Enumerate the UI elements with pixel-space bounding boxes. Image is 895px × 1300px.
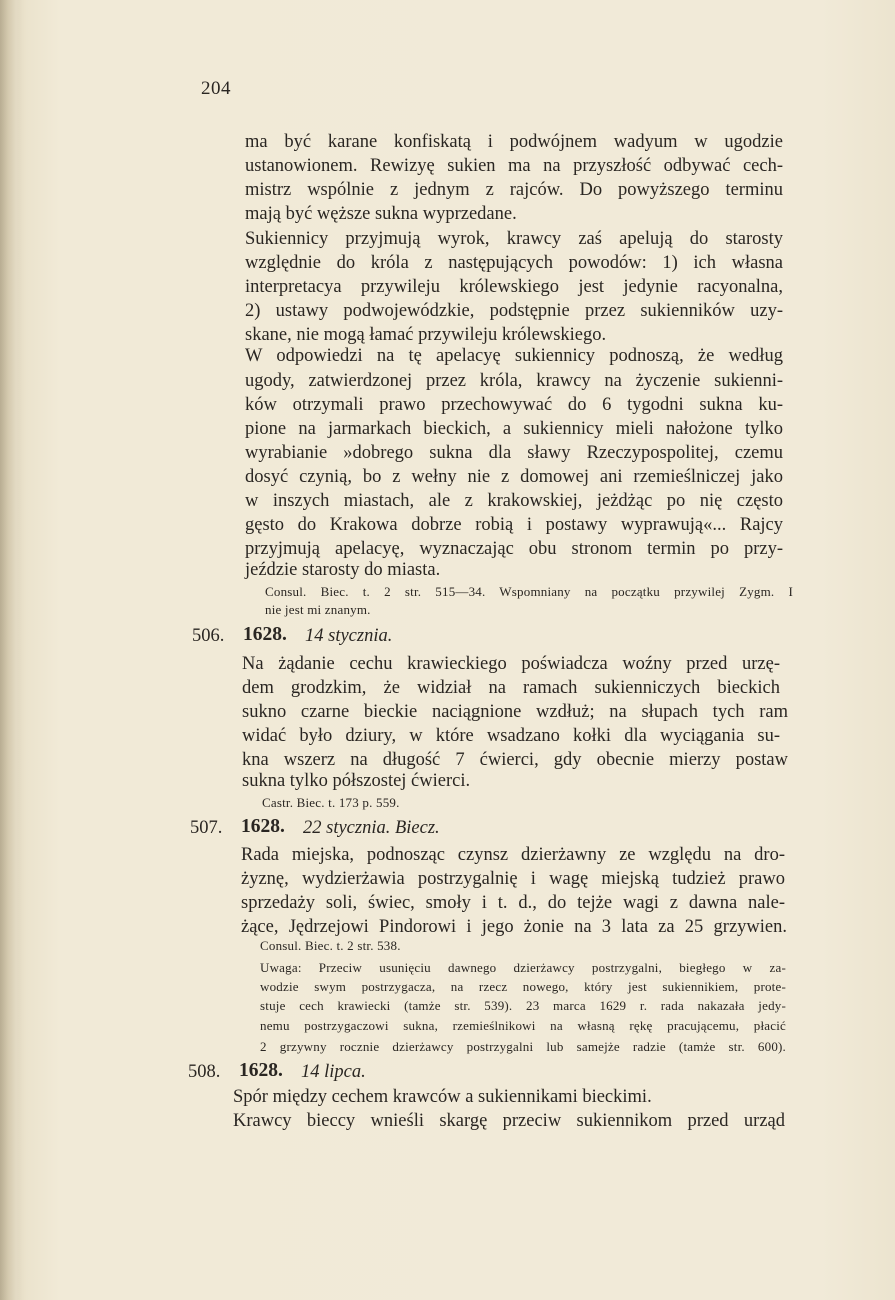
page-binding-shadow [0, 0, 22, 1300]
text-line: gęsto do Krakowa dobrze robią i postawy wyprawują«... Rajcy [245, 515, 783, 535]
source-note: Castr. Biec. t. 173 p. 559. [262, 795, 400, 810]
text-line: mają być węższe sukna wyprzedane. [245, 204, 517, 224]
source-note: 2 grzywny rocznie dzierżawcy postrzygalni lub samejże radzie (tamże str. 600). [260, 1039, 786, 1054]
entry-date: 14 stycznia. [305, 626, 393, 646]
text-line: widać było dziury, w które wsadzano kołki dla wyciągania su- [242, 726, 780, 746]
text-line: w inszych miastach, ale z krakowskiej, jeżdżąc po nię często [245, 491, 783, 511]
source-note: Uwaga: Przeciw usunięciu dawnego dzierżawcy postrzygalni, biegłego w za- [260, 960, 786, 975]
entry-number: 508. [188, 1062, 221, 1082]
source-note: nemu postrzygaczowi sukna, rzemieślnikowi na własną rękę pracującemu, płacić [260, 1018, 786, 1033]
entry-number: 506. [192, 626, 225, 646]
entry-date: 14 lipca. [301, 1062, 366, 1082]
text-line: skane, nie mogą łamać przywileju królewskiego. [245, 325, 607, 345]
entry-year: 1628. [239, 1060, 283, 1081]
text-line: ma być karane konfiskatą i podwójnem wadyum w ugodzie [245, 132, 783, 152]
text-line: względnie do króla z następujących powodów: 1) ich własna [245, 253, 783, 273]
text-line: kna wszerz na długość 7 ćwierci, gdy obecnie mierzy postaw [242, 750, 788, 770]
source-note: Consul. Biec. t. 2 str. 515—34. Wspomniany na początku przywilej Zygm. I [265, 584, 793, 599]
text-line: żące, Jędrzejowi Pindorowi i jego żonie na 3 lata za 25 grzywien. [241, 917, 787, 937]
text-line: Krawcy bieccy wnieśli skargę przeciw sukiennikom przed urząd [233, 1111, 785, 1131]
text-line: wyrabianie »dobrego sukna dla sławy Rzeczypospolitej, czemu [245, 443, 783, 463]
text-line: 2) ustawy podwojewódzkie, podstępnie przez sukienników uzy- [245, 301, 783, 321]
entry-number: 507. [190, 818, 223, 838]
text-line: Na żądanie cechu krawieckiego poświadcza woźny przed urzę- [242, 654, 780, 674]
page-number: 204 [201, 78, 231, 99]
text-line: przyjmują apelacyę, wyznaczając obu stronom termin po przy- [245, 539, 783, 559]
text-line: sprzedaży soli, świec, smoły i t. d., do tejże wagi z dawna nale- [241, 893, 785, 913]
text-line: Spór między cechem krawców a sukiennikami bieckimi. [233, 1087, 652, 1107]
text-line: ugody, zatwierdzonej przez króla, krawcy na życzenie sukienni- [245, 371, 783, 391]
text-line: dem grodzkim, że widział na ramach sukienniczych bieckich [242, 678, 780, 698]
text-line: Rada miejska, podnosząc czynsz dzierżawny ze względu na dro- [241, 845, 785, 865]
text-line: ustanowionem. Rewizyę sukien ma na przyszłość odbywać cech- [245, 156, 783, 176]
entry-year: 1628. [241, 816, 285, 837]
text-line: Sukiennicy przyjmują wyrok, krawcy zaś apelują do starosty [245, 229, 783, 249]
text-line: sukno czarne bieckie naciągnione wzdłuż; na słupach tych ram [242, 702, 788, 722]
source-note: wodzie swym postrzygacza, na rzecz nowego, który jest sukiennikiem, prote- [260, 979, 786, 994]
source-note: nie jest mi znanym. [265, 602, 371, 617]
text-line: jeździe starosty do miasta. [245, 560, 441, 580]
source-note: Consul. Biec. t. 2 str. 538. [260, 938, 401, 953]
entry-date: 22 stycznia. Biecz. [303, 818, 440, 838]
text-line: mistrz wspólnie z jednym z rajców. Do powyższego terminu [245, 180, 783, 200]
text-line: dosyć czynią, bo z wełny nie z domowej ani rzemieślniczej jako [245, 467, 783, 487]
text-line: interpretacya przywileju królewskiego jest jedynie racyonalna, [245, 277, 783, 297]
entry-year: 1628. [243, 624, 287, 645]
text-line: ków otrzymali prawo przechowywać do 6 tygodni sukna ku- [245, 395, 783, 415]
source-note: stuje cech krawiecki (tamże str. 539). 23 marca 1629 r. rada nakazała jedy- [260, 998, 786, 1013]
text-line: pione na jarmarkach bieckich, a sukiennicy mieli nałożone tylko [245, 419, 783, 439]
text-line: żyznę, wydzierżawia postrzygalnię i wagę miejską tudzież prawo [241, 869, 785, 889]
text-line: sukna tylko półszostej ćwierci. [242, 771, 471, 791]
text-line: W odpowiedzi na tę apelacyę sukiennicy podnoszą, że według [245, 346, 783, 366]
